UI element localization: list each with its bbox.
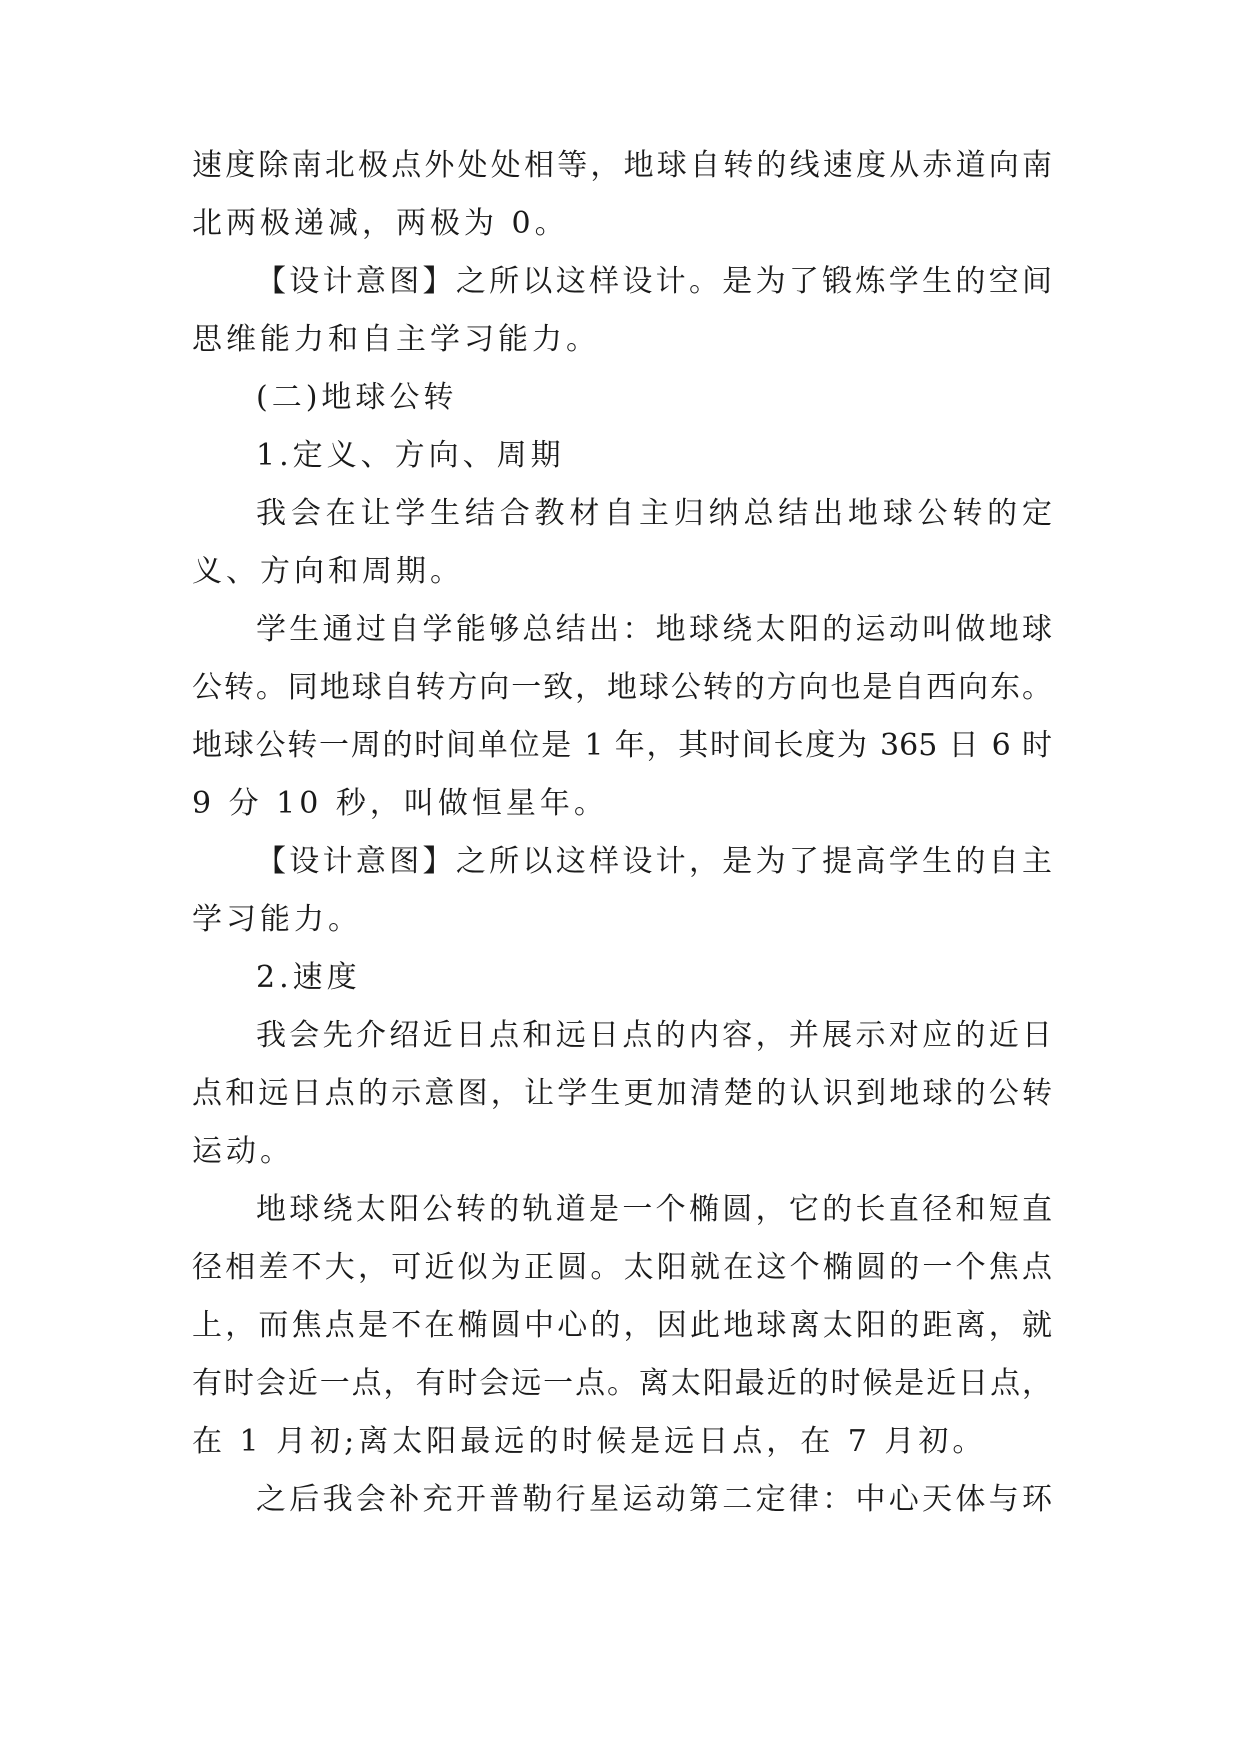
paragraph-line: 学习能力。 <box>192 902 362 937</box>
paragraph-line: 径相差不大，可近似为正圆。太阳就在这个椭圆的一个焦点 <box>192 1250 1052 1285</box>
design-intent-line: 【设计意图】之所以这样设计，是为了提高学生的自主 <box>256 844 1052 879</box>
paragraph-line: 思维能力和自主学习能力。 <box>192 322 600 357</box>
paragraph-line: 地球公转一周的时间单位是 1 年，其时间长度为 365 日 6 时 <box>192 728 1052 763</box>
paragraph-line: 我会先介绍近日点和远日点的内容，并展示对应的近日 <box>256 1018 1052 1053</box>
paragraph-line: 之后我会补充开普勒行星运动第二定律：中心天体与环 <box>256 1482 1052 1517</box>
paragraph-line: 地球绕太阳公转的轨道是一个椭圆，它的长直径和短直 <box>256 1192 1052 1227</box>
paragraph-line: 学生通过自学能够总结出：地球绕太阳的运动叫做地球 <box>256 612 1052 647</box>
section-heading: (二)地球公转 <box>256 380 458 415</box>
subsection-heading: 1.定义、方向、周期 <box>256 438 565 473</box>
paragraph-line: 运动。 <box>192 1134 294 1169</box>
paragraph-line: 有时会近一点，有时会远一点。离太阳最近的时候是近日点， <box>192 1366 1052 1401</box>
paragraph-line: 点和远日点的示意图，让学生更加清楚的认识到地球的公转 <box>192 1076 1052 1111</box>
paragraph-line: 北两极递减，两极为 0。 <box>192 206 569 241</box>
paragraph-line: 速度除南北极点外处处相等，地球自转的线速度从赤道向南 <box>192 148 1052 183</box>
paragraph-line: 上，而焦点是不在椭圆中心的，因此地球离太阳的距离，就 <box>192 1308 1052 1343</box>
paragraph-line: 公转。同地球自转方向一致，地球公转的方向也是自西向东。 <box>192 670 1052 705</box>
paragraph-line: 我会在让学生结合教材自主归纳总结出地球公转的定 <box>256 496 1052 531</box>
paragraph-line: 义、方向和周期。 <box>192 554 464 589</box>
design-intent-line: 【设计意图】之所以这样设计。是为了锻炼学生的空间 <box>256 264 1052 299</box>
paragraph-line: 9 分 10 秒，叫做恒星年。 <box>192 786 608 821</box>
subsection-heading: 2.速度 <box>256 960 361 995</box>
paragraph-line: 在 1 月初;离太阳最远的时候是远日点，在 7 月初。 <box>192 1424 987 1459</box>
